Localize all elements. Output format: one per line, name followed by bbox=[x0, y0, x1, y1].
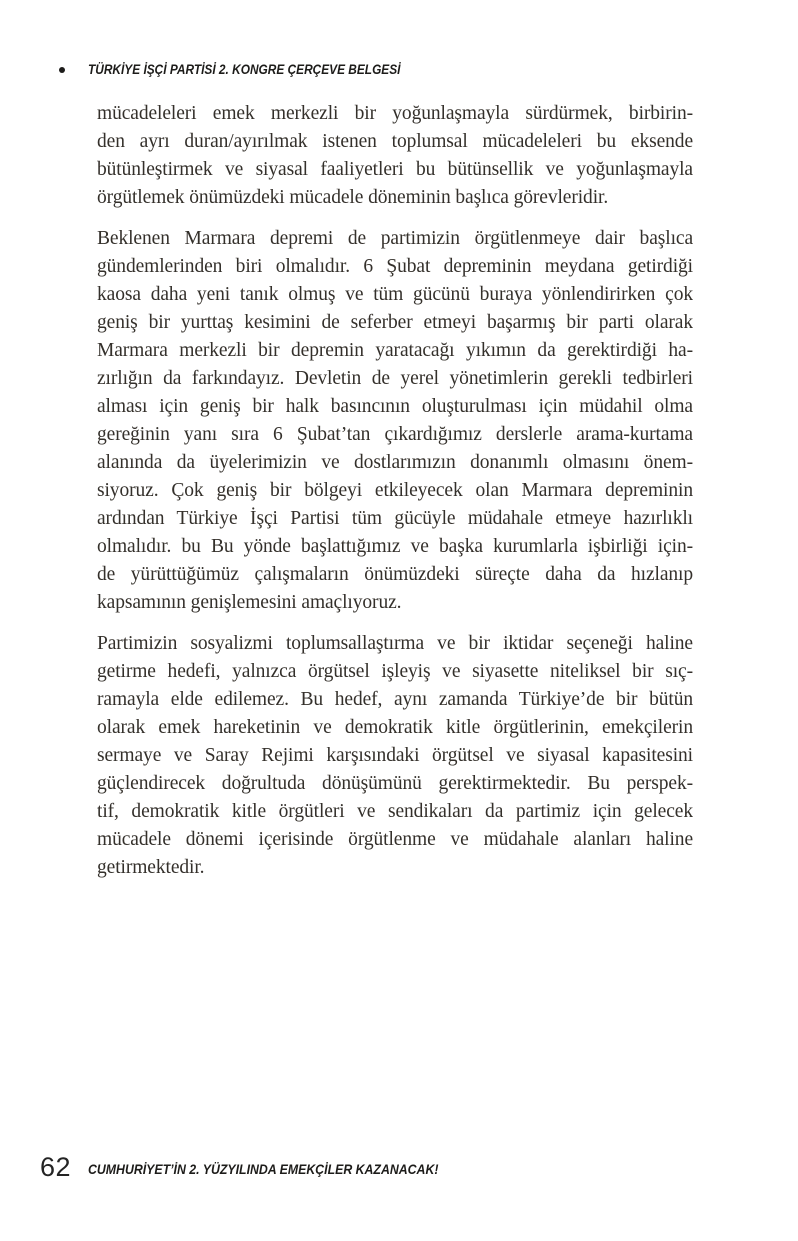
text-line: ardından Türkiye İşçi Partisi tüm gücüyle müdahale etmeye hazırlıklı bbox=[97, 508, 693, 529]
text-line: zırlığın da farkındayız. Devletin de yerel yönetimlerin gerekli tedbirleri bbox=[97, 368, 693, 389]
paragraph bbox=[97, 225, 693, 617]
text-line: mücadele dönemi içerisinde örgütlenme ve müdahale alanları haline bbox=[97, 829, 693, 850]
paragraph bbox=[97, 630, 693, 882]
running-header bbox=[59, 62, 443, 77]
bullet-icon bbox=[59, 67, 65, 73]
text-line: bütünleştirmek ve siyasal faaliyetleri bu bütünsellik ve yoğunlaşmayla bbox=[97, 159, 693, 180]
text-line: örgütlemek önümüzdeki mücadele döneminin başlıca görevleridir. bbox=[97, 187, 609, 208]
text-line: geniş bir yurttaş kesimini de seferber etmeyi başarmış bir parti olarak bbox=[97, 312, 693, 333]
paragraph bbox=[97, 100, 693, 212]
text-line: Partimizin sosyalizmi toplumsallaştırma ve bir iktidar seçeneği haline bbox=[97, 633, 693, 654]
running-header-title: TÜRKİYE İŞÇİ PARTİSİ 2. KONGRE ÇERÇEVE BELGESİ bbox=[88, 62, 401, 77]
text-line: kapsamının genişlemesini amaçlıyoruz. bbox=[97, 592, 402, 613]
text-line: de yürüttüğümüz çalışmaların önümüzdeki süreçte daha da hızlanıp bbox=[97, 564, 693, 585]
text-line: gündemlerinden biri olmalıdır. 6 Şubat depreminin meydana getirdiği bbox=[97, 256, 693, 277]
text-line: tif, demokratik kitle örgütleri ve sendikaları da partimiz için gelecek bbox=[97, 801, 693, 822]
text-line: olarak emek hareketinin ve demokratik kitle örgütlerinin, emekçilerin bbox=[97, 717, 693, 738]
text-line: Beklenen Marmara depremi de partimizin örgütlenmeye dair başlıca bbox=[97, 228, 693, 249]
text-line: siyoruz. Çok geniş bir bölgeyi etkileyecek olan Marmara depreminin bbox=[97, 480, 693, 501]
text-line: olmalıdır. bu Bu yönde başlattığımız ve başka kurumlarla işbirliği için- bbox=[97, 536, 693, 557]
text-line: gereğinin yanı sıra 6 Şubat’tan çıkardığımız derslerle arama-kurtama bbox=[97, 424, 693, 445]
text-line: getirmektedir. bbox=[97, 857, 205, 878]
footer-slogan: CUMHURİYET’İN 2. YÜZYILINDA EMEKÇİLER KAZANACAK! bbox=[88, 1161, 439, 1177]
page-number: 62 bbox=[40, 1152, 72, 1182]
text-line: mücadeleleri emek merkezli bir yoğunlaşmayla sürdürmek, birbirin- bbox=[97, 103, 693, 124]
text-line: ramayla elde edilemez. Bu hedef, aynı zamanda Türkiye’de bir bütün bbox=[97, 689, 693, 710]
text-line: sermaye ve Saray Rejimi karşısındaki örgütsel ve siyasal kapasitesini bbox=[97, 745, 693, 766]
body-text bbox=[97, 100, 693, 895]
text-line: alanında da üyelerimizin ve dostlarımızın donanımlı olmasını önem- bbox=[97, 452, 693, 473]
text-line: getirme hedefi, yalnızca örgütsel işleyiş ve siyasette niteliksel bir sıç- bbox=[97, 661, 693, 682]
text-line: kaosa daha yeni tanık olmuş ve tüm gücünü buraya yönlendirirken çok bbox=[97, 284, 693, 305]
text-line: Marmara merkezli bir depremin yaratacağı yıkımın da gerektirdiği ha- bbox=[97, 340, 693, 361]
text-line: güçlendirecek doğrultuda dönüşümünü gerektirmektedir. Bu perspek- bbox=[97, 773, 693, 794]
text-line: den ayrı duran/ayırılmak istenen toplumsal mücadeleleri bu eksende bbox=[97, 131, 693, 152]
text-line: alması için geniş bir halk basıncının oluşturulması için müdahil olma bbox=[97, 396, 693, 417]
